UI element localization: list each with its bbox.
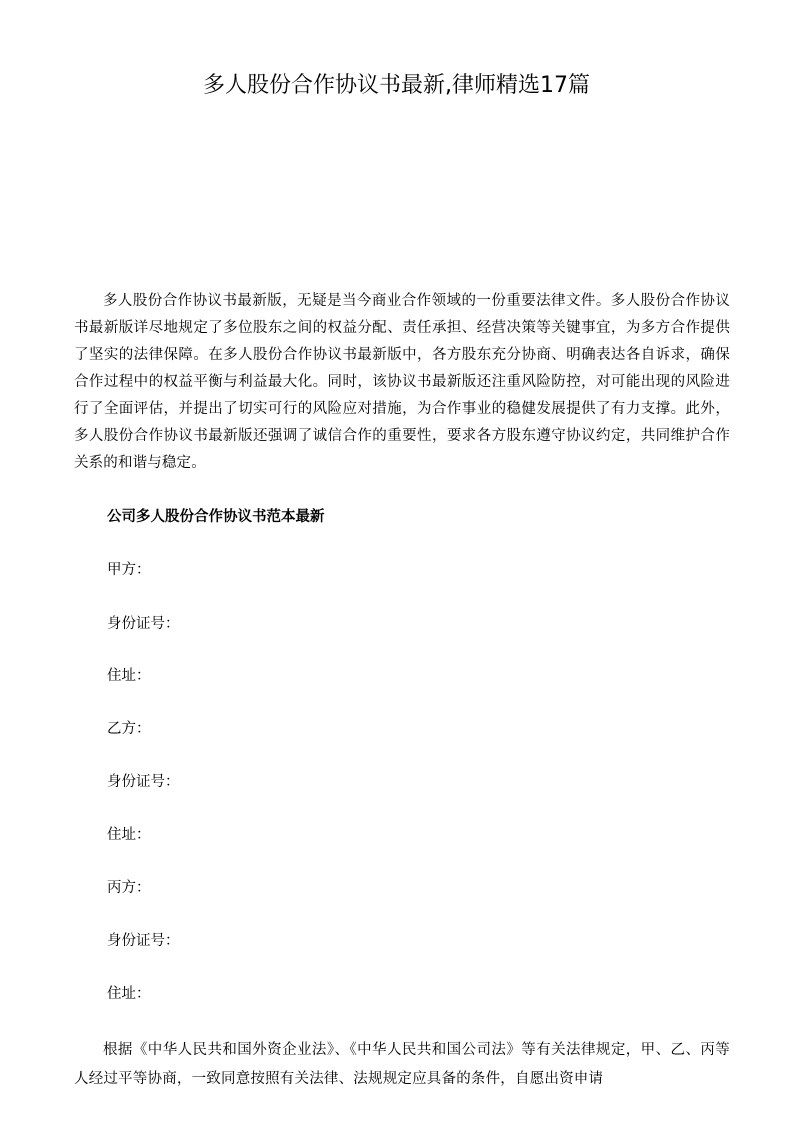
- party-a-address-label: 住址：: [107, 668, 151, 684]
- party-a-id-label: 身份证号：: [107, 616, 180, 632]
- party-a-label: 甲方：: [107, 562, 151, 578]
- intro-paragraph: 多人股份合作协议书最新版，无疑是当今商业合作领域的一份重要法律文件。多人股份合作协议书最新版详尽地规定了多位股东之间的权益分配、责任承担、经营决策等关键事宜，为多方合作提供了坚实的法律保障。在多人股份合作协议书最新版中，各方股东充分协商、明确表达各自诉求，确保合作过程中的权益平衡与利益最大化。同时，该协议书最新版还注重风险防控，对可能出现的风险进行了全面评估，并提出了切实可行的风险应对措施，为合作事业的稳健发展提供了有力支撑。此外，多人股份合作协议书最新版还强调了诚信合作的重要性，要求各方股东遵守协议约定，共同维护合作关系的和谐与稳定。: [74, 293, 730, 471]
- party-b-label: 乙方：: [107, 721, 151, 737]
- body-paragraph: 根据《中华人民共和国外资企业法》、《中华人民共和国公司法》等有关法律规定，甲、乙、丙等人经过平等协商，一致同意按照有关法律、法规规定应具备的条件，自愿出资申请: [74, 1042, 730, 1087]
- party-c-label: 丙方：: [107, 880, 151, 896]
- document-title: 多人股份合作协议书最新,律师精选17篇: [203, 73, 590, 98]
- party-c-address-label: 住址：: [107, 986, 151, 1002]
- party-c-id-label: 身份证号：: [107, 933, 180, 949]
- party-b-id-label: 身份证号：: [107, 774, 180, 790]
- section-heading: 公司多人股份合作协议书范本最新: [107, 509, 325, 525]
- party-b-address-label: 住址：: [107, 827, 151, 843]
